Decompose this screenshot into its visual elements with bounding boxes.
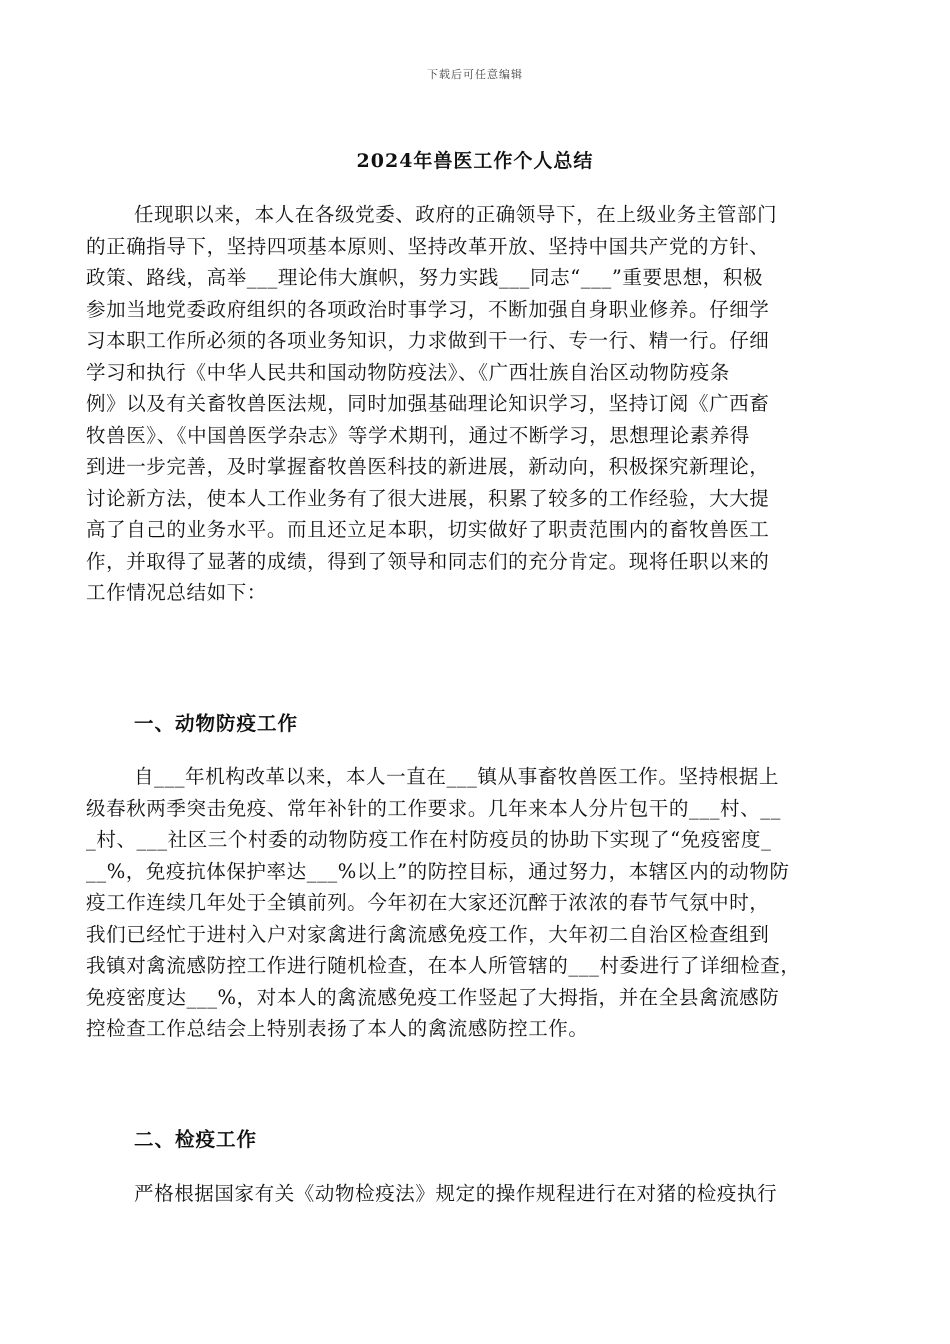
- paragraph-line: 严格根据国家有关《动物检疫法》规定的操作规程进行在对猪的检疫执行: [134, 1182, 778, 1205]
- paragraph-line: 疫工作连续几年处于全镇前列。今年初在大家还沉醉于浓浓的春节气氛中时，: [86, 891, 770, 914]
- document-title: 2024年兽医工作个人总结: [356, 150, 594, 172]
- paragraph-line: 自___年机构改革以来，本人一直在___镇从事畜牧兽医工作。坚持根据上: [134, 765, 780, 788]
- section2-paragraph: [86, 1178, 866, 1210]
- paragraph-line: 级春秋两季突击免疫、常年补针的工作要求。几年来本人分片包干的___村、__: [86, 796, 781, 820]
- paragraph-line: 我们已经忙于进村入户对家禽进行禽流感免疫工作，大年初二自治区检查组到: [86, 922, 770, 946]
- paragraph-line: 习本职工作所必须的各项业务知识，力求做到干一行、专一行、精一行。仔细: [86, 329, 770, 352]
- paragraph-line: 的正确指导下，坚持四项基本原则、坚持改革开放、坚持中国共产党的方针、: [86, 234, 770, 258]
- paragraph-line: 到进一步完善，及时掌握畜牧兽医科技的新进展，新动向，积极探究新理论，: [86, 455, 770, 478]
- section-heading-epidemic-prevention: 一、动物防疫工作: [134, 712, 299, 735]
- paragraph-line: 讨论新方法，使本人工作业务有了很大进展，积累了较多的工作经验，大大提: [86, 486, 770, 510]
- paragraph-line: 我镇对禽流感防控工作进行随机检查，在本人所管辖的___村委进行了详细检查，: [86, 954, 801, 977]
- paragraph-line: 学习和执行《中华人民共和国动物防疫法》、《广西壮族自治区动物防疫条: [86, 360, 730, 384]
- paragraph-line: 任现职以来，本人在各级党委、政府的正确领导下，在上级业务主管部门: [134, 203, 778, 226]
- paragraph-line: __%，免疫抗体保护率达___%以上”的防控目标，通过努力，本辖区内的动物防: [86, 859, 790, 883]
- paragraph-line: 免疫密度达___%，对本人的禽流感免疫工作竖起了大拇指，并在全县禽流感防: [86, 985, 780, 1009]
- paragraph-line: 高了自己的业务水平。而且还立足本职，切实做好了职责范围内的畜牧兽医工: [86, 518, 770, 541]
- section1-paragraph: [86, 761, 866, 1045]
- paragraph-line: 作，并取得了显著的成绩，得到了领导和同志们的充分肯定。现将任职以来的: [86, 549, 770, 573]
- paragraph-line: 政策、路线，高举___理论伟大旗帜，努力实践___同志“___”重要思想，积极: [86, 266, 764, 289]
- paragraph-line: _村、___社区三个村委的动物防疫工作在村防疫员的协助下实现了“免疫密度_: [86, 828, 772, 851]
- paragraph-line: 工作情况总结如下：: [86, 581, 267, 604]
- header-note: 下载后可任意编辑: [427, 68, 523, 81]
- paragraph-line: 牧兽医》、《中国兽医学杂志》等学术期刊，通过不断学习，思想理论素养得: [86, 423, 750, 447]
- paragraph-line: 参加当地党委政府组织的各项政治时事学习，不断加强自身职业修养。仔细学: [86, 297, 770, 321]
- paragraph-line: 控检查工作总结会上特别表扬了本人的禽流感防控工作。: [86, 1017, 589, 1040]
- paragraph-line: 例》以及有关畜牧兽医法规，同时加强基础理论知识学习，坚持订阅《广西畜: [86, 392, 770, 415]
- intro-paragraph: [86, 199, 866, 609]
- section-heading-quarantine: 二、检疫工作: [134, 1128, 258, 1151]
